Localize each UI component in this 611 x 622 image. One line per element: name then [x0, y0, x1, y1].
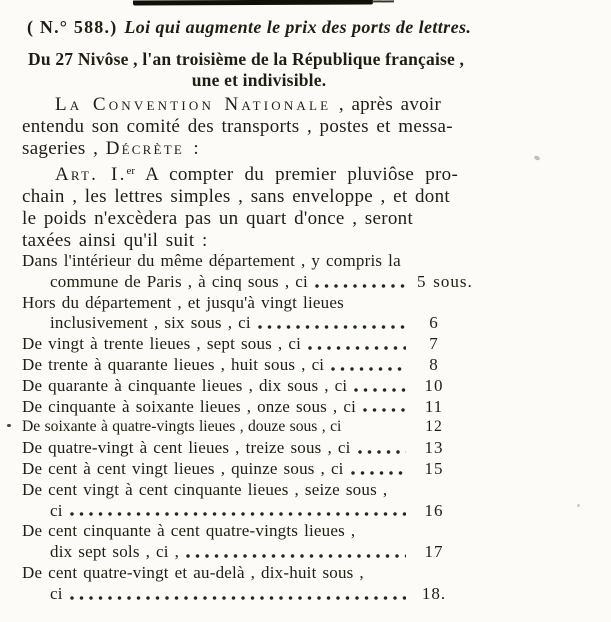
dateline — [28, 49, 490, 91]
dot-leader — [313, 276, 406, 291]
dot-leader — [256, 317, 406, 332]
tariff-line-text: De quarante à cinquante lieues , dix sous , ci — [22, 375, 348, 395]
article-line4: taxées ainsi qu'il suit : — [22, 230, 208, 251]
tariff-line — [22, 542, 582, 563]
tariff-list — [22, 251, 582, 605]
tariff-line — [22, 459, 582, 480]
tariff-row — [22, 563, 582, 605]
tariff-line-text: inclusivement , six sous , ci — [50, 313, 251, 333]
tariff-line — [22, 313, 582, 334]
tariff-row — [22, 417, 582, 438]
preamble-line2: entendu son comité des transports , postes et messa- — [22, 116, 453, 137]
preamble-line3 — [22, 138, 453, 160]
preamble-line1 — [22, 94, 453, 116]
law-number: ( N.° 588.) — [27, 17, 118, 37]
article-ordinal: er — [126, 165, 136, 177]
dateline-line2: une et indivisible. — [191, 70, 327, 90]
tariff-row — [22, 251, 582, 293]
tariff-line — [22, 584, 582, 605]
tariff-line: Hors du département , et jusqu'à vingt lieues — [22, 292, 344, 312]
convention-nationale-smallcaps: La Convention Nationale — [55, 94, 332, 115]
dot-leader — [68, 588, 406, 603]
article-line1-rest: A compter du premier pluviôse pro- — [135, 164, 459, 185]
tariff-line: Dans l'intérieur du même département , y compris la — [22, 251, 401, 270]
tariff-line — [22, 355, 582, 376]
tariff-row — [22, 293, 582, 335]
tariff-line-text: De cent à cent vingt lieues , quinze sous , ci — [22, 458, 344, 478]
dot-leader — [184, 546, 406, 561]
tariff-line — [22, 397, 582, 418]
tariff-line-text: dix sept sols , ci , — [50, 542, 180, 562]
tariff-line — [22, 501, 582, 522]
article-label: Art. I. — [55, 164, 127, 185]
dot-leader — [329, 359, 406, 374]
tariff-line-text: ci — [50, 500, 63, 520]
tariff-line: De cent cinquante à cent quatre-vingts lieues , — [22, 521, 356, 541]
tariff-value: 15 — [424, 458, 444, 478]
margin-ink-dot — [7, 424, 11, 427]
dot-leader — [68, 504, 406, 519]
decrete-smallcaps: Décrète : — [105, 138, 201, 159]
tariff-row — [22, 521, 582, 563]
tariff-value: 13 — [424, 438, 444, 458]
tariff-line-text: De soixante à quatre-vingts lieues , douze sous , ci — [22, 418, 342, 436]
law-title: Loi qui augmente le prix des ports de lettres. — [124, 17, 472, 37]
tariff-row — [22, 459, 582, 480]
tariff-line: De cent quatre-vingt et au-delà , dix-huit sous , — [22, 562, 364, 582]
dateline-line1: Du 27 Nivôse , l'an troisième de la République française , — [28, 49, 465, 69]
article-line2: chain , les lettres simples , sans enveloppe , et dont — [22, 186, 450, 207]
tariff-row — [22, 480, 582, 522]
preamble-line3-start: sageries , — [22, 138, 106, 159]
dot-leader — [349, 463, 406, 478]
preamble-paragraph — [22, 94, 453, 160]
tariff-line: De cent vingt à cent cinquante lieues , seize sous , — [22, 479, 388, 499]
tariff-row — [22, 376, 582, 397]
tariff-line — [22, 272, 582, 293]
tariff-line — [22, 438, 582, 459]
tariff-value: 12 — [425, 418, 443, 436]
tariff-value: 8 — [429, 354, 439, 374]
tariff-line-text: De cinquante à soixante lieues , onze sous , ci — [22, 396, 356, 416]
dot-leader — [361, 400, 406, 415]
tariff-line-text: De trente à quarante lieues , huit sous , ci — [22, 354, 325, 374]
tariff-line-text: ci — [50, 583, 63, 603]
tariff-line-text: De quatre-vingt à cent lieues , treize sous , ci — [22, 438, 351, 458]
article-paragraph — [22, 160, 458, 252]
tariff-value: 5 sous. — [417, 271, 473, 291]
tariff-line — [22, 334, 582, 355]
dot-leader — [306, 338, 406, 353]
tariff-line-text: commune de Paris , à cinq sous , ci — [50, 271, 308, 291]
article-line1 — [22, 160, 458, 186]
tariff-value: 6 — [429, 313, 439, 333]
tariff-value: 18. — [421, 583, 447, 603]
preamble-line1-rest: , après avoir — [331, 94, 442, 115]
tariff-value: 17 — [424, 542, 444, 562]
tariff-line-text: De vingt à trente lieues , sept sous , ci — [22, 334, 301, 354]
top-edge-ink-bar — [133, 0, 373, 6]
dot-leader — [352, 380, 406, 395]
ink-speck — [533, 155, 540, 161]
tariff-row — [22, 334, 582, 355]
tariff-row — [22, 438, 582, 459]
article-line3: le poids n'excèdera pas un quart d'once , seront — [22, 208, 414, 229]
tariff-value: 11 — [424, 396, 444, 416]
tariff-line — [22, 376, 582, 397]
tariff-value: 7 — [429, 334, 439, 354]
dot-leader — [356, 442, 406, 457]
law-heading — [27, 15, 471, 39]
tariff-value: 10 — [424, 375, 444, 395]
tariff-line — [22, 417, 582, 438]
tariff-value: 16 — [424, 500, 444, 520]
tariff-row — [22, 397, 582, 418]
tariff-row — [22, 355, 582, 376]
